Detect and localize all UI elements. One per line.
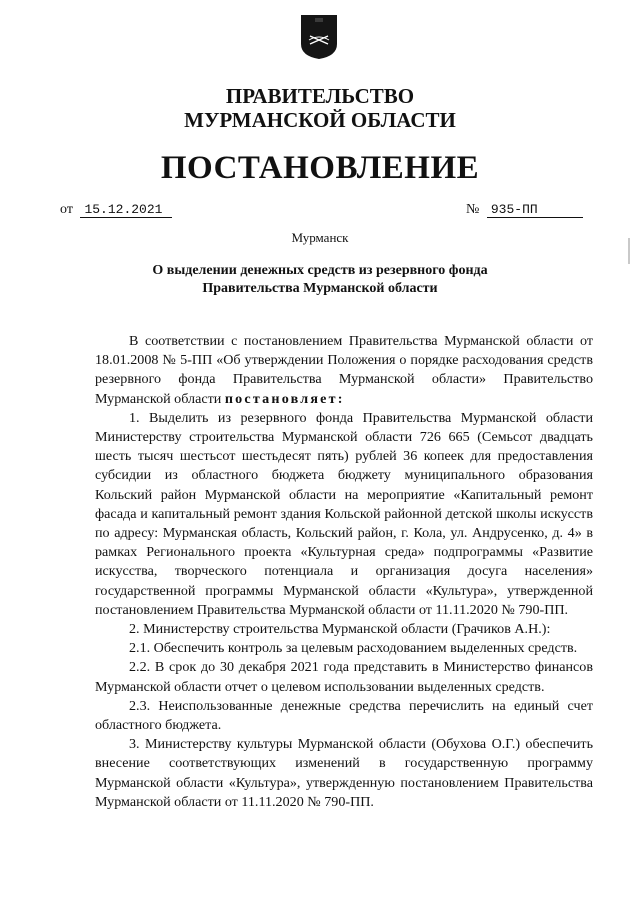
date-prefix: от <box>60 202 73 217</box>
government-line-1: ПРАВИТЕЛЬСТВО <box>225 84 415 108</box>
intro-text: В соответствии с постановлением Правительства Мурманской области от 18.01.2008 № 5-ПП «Об утверждении Положения о порядке расходования средств резервного фонда Правительства Мурманской области» Правительство Мурманской области <box>95 333 593 407</box>
paragraph-1: 1. Выделить из резервного фонда Правительства Мурманской области Министерству строительства Мурманской области 726 665 (Семьсот двадцать шесть тысяч шестьсот шестьдесят пять) рублей 36 копеек для предоставления субсидии из областного бюджета бюджету муниципального образования Кольский район Мурманской области на мероприятие «Капитальный ремонт фасада и капитальный ремонт здания Кольской районной детской школы искусств по адресу: Мурманская область, Кольский район, г. Кола, ул. Андрусенко, д. 4» в рамках Регионального проекта «Культурная среда» подпрограммы «Развитие искусства, творческого потенциала и организация досуга населения» государственной программы Мурманской области «Культура», утвержденной постановлением Правительства Мурманской области от 11.11.2020 № 790-ПП. <box>95 409 593 618</box>
paragraph-3: 3. Министерству культуры Мурманской области (Обухова О.Г.) обеспечить внесение соответствующих изменений в государственную программу Мурманской области «Культура», утвержденную постановлением Правительства Мурманской области от 11.11.2020 № 790-ПП. <box>95 736 593 810</box>
scan-edge-mark <box>628 238 630 264</box>
subject-title <box>0 262 640 298</box>
document-type: ПОСТАНОВЛЕНИЕ <box>160 150 480 186</box>
coat-of-arms-icon <box>300 14 338 60</box>
government-title <box>0 84 640 132</box>
paragraph-2-3: 2.3. Неиспользованные денежные средства перечислить на единый счет областного бюджета. <box>95 697 593 734</box>
number-row <box>466 202 583 218</box>
intro-paragraph <box>95 332 593 409</box>
paragraph-2-2: 2.2. В срок до 30 декабря 2021 года представить в Министерство финансов Мурманской области отчет о целевом использовании выделенных средств. <box>95 659 593 695</box>
government-line-2: МУРМАНСКОЙ ОБЛАСТИ <box>184 108 456 132</box>
decree-word: постановляет: <box>224 390 345 407</box>
city: Мурманск <box>291 230 349 245</box>
subject-line-1: О выделении денежных средств из резервного фонда <box>152 263 488 278</box>
paragraph-2-1: 2.1. Обеспечить контроль за целевым расходованием выделенных средств. <box>129 640 578 657</box>
date-value: 15.12.2021 <box>80 202 172 218</box>
number-value: 935-ПП <box>487 202 583 218</box>
document-body <box>95 332 593 812</box>
paragraph-2: 2. Министерству строительства Мурманской области (Грачиков А.Н.): <box>129 621 551 638</box>
number-prefix: № <box>466 202 480 217</box>
subject-line-2: Правительства Мурманской области <box>202 281 438 296</box>
date-row <box>60 202 172 218</box>
